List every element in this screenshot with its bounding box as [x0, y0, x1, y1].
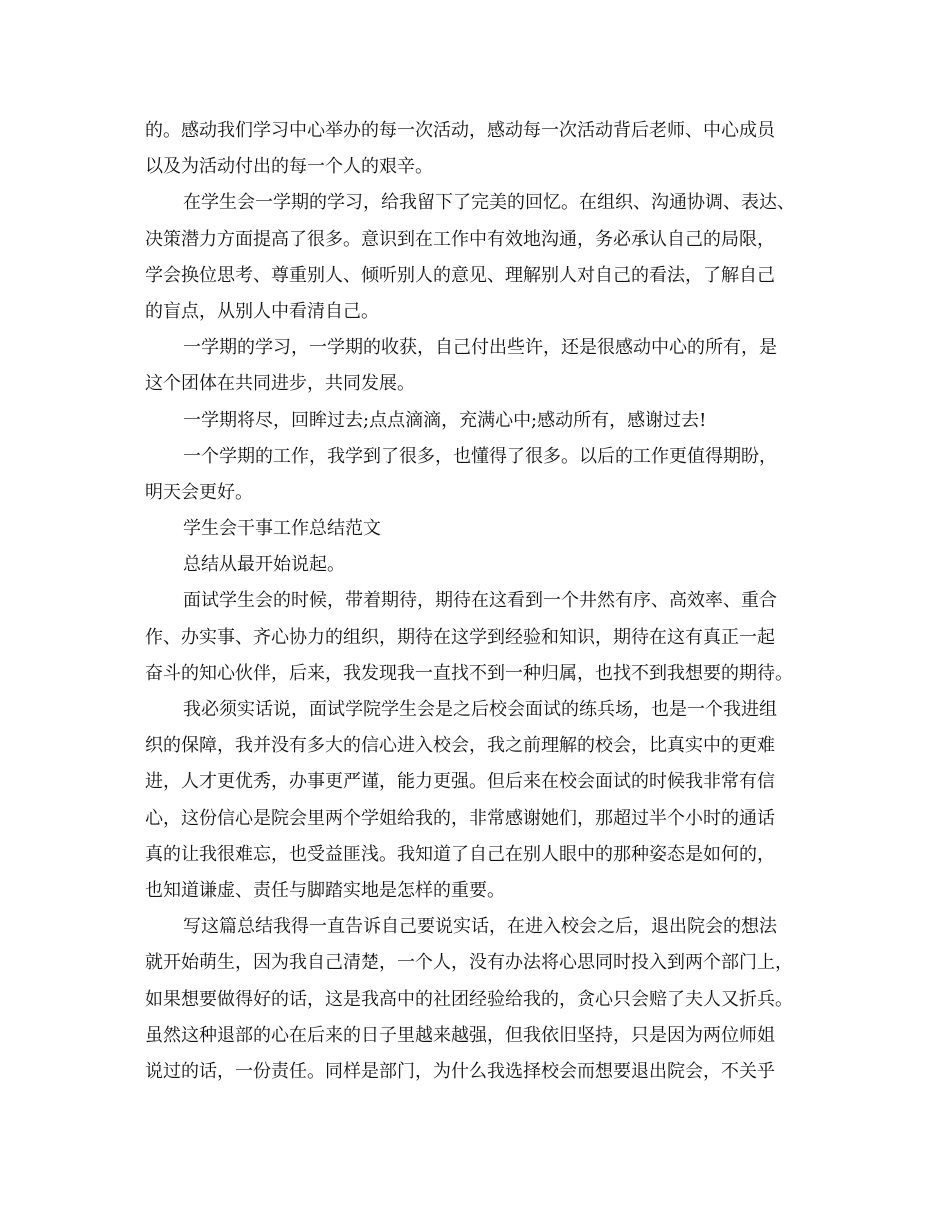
text-line: 一个学期的工作，我学到了很多，也懂得了很多。以后的工作更值得期盼， [183, 445, 777, 467]
text-line: 学会换位思考、尊重别人、倾听别人的意见、理解别人对自己的看法，了解自己 [145, 264, 775, 286]
text-line: 织的保障，我并没有多大的信心进入校会，我之前理解的校会，比真实中的更难 [145, 735, 775, 757]
text-line: 在学生会一学期的学习，给我留下了完美的回忆。在组织、沟通协调、表达、 [183, 192, 795, 214]
text-line: 真的让我很难忘，也受益匪浅。我知道了自己在别人眼中的那种姿态是如何的， [145, 843, 775, 865]
text-line: 以及为活动付出的每一个人的艰辛。 [145, 156, 433, 178]
text-line: 如果想要做得好的话，这是我高中的社团经验给我的，贪心只会赔了夫人又折兵。 [145, 988, 793, 1010]
text-line: 的盲点，从别人中看清自己。 [145, 300, 379, 322]
text-line: 我必须实话说，面试学院学生会是之后校会面试的练兵场，也是一个我进组 [183, 699, 777, 720]
text-line: 面试学生会的时候，带着期待，期待在这看到一个井然有序、高效率、重合 [183, 590, 777, 612]
text-line: 一学期将尽，回眸过去;点点滴滴，充满心中;感动所有，感谢过去! [183, 409, 707, 431]
text-line: 的。感动我们学习中心举办的每一次活动，感动每一次活动背后老师、中心成员 [145, 120, 775, 141]
text-line: 总结从最开始说起。 [183, 554, 345, 576]
text-line: 这个团体在共同进步，共同发展。 [145, 373, 415, 395]
text-line: 学生会干事工作总结范文 [183, 518, 381, 540]
text-line: 决策潜力方面提高了很多。意识到在工作中有效地沟通，务必承认自己的局限， [145, 228, 775, 250]
text-line: 奋斗的知心伙伴，后来，我发现我一直找不到一种归属，也找不到我想要的期待。 [145, 662, 793, 684]
text-line: 一学期的学习，一学期的收获，自己付出些许，还是很感动中心的所有，是 [183, 337, 777, 359]
text-line: 明天会更好。 [145, 481, 253, 503]
text-line: 心，这份信心是院会里两个学姐给我的，非常感谢她们，那超过半个小时的通话 [145, 807, 775, 829]
text-line: 写这篇总结我得一直告诉自己要说实话，在进入校会之后，退出院会的想法 [183, 916, 777, 938]
document-body [145, 113, 805, 1090]
text-line: 进，人才更优秀，办事更严谨，能力更强。但后来在校会面试的时候我非常有信 [145, 771, 775, 793]
text-line: 虽然这种退部的心在后来的日子里越来越强，但我依旧坚持，只是因为两位师姐 [145, 1024, 775, 1046]
text-line: 说过的话，一份责任。同样是部门，为什么我选择校会而想要退出院会，不关乎 [145, 1060, 775, 1082]
text-line: 也知道谦虚、责任与脚踏实地是怎样的重要。 [145, 879, 505, 901]
text-line: 作、办实事、齐心协力的组织，期待在这学到经验和知识，期待在这有真正一起 [145, 626, 775, 648]
text-line: 就开始萌生，因为我自己清楚，一个人，没有办法将心思同时投入到两个部门上， [145, 952, 793, 974]
